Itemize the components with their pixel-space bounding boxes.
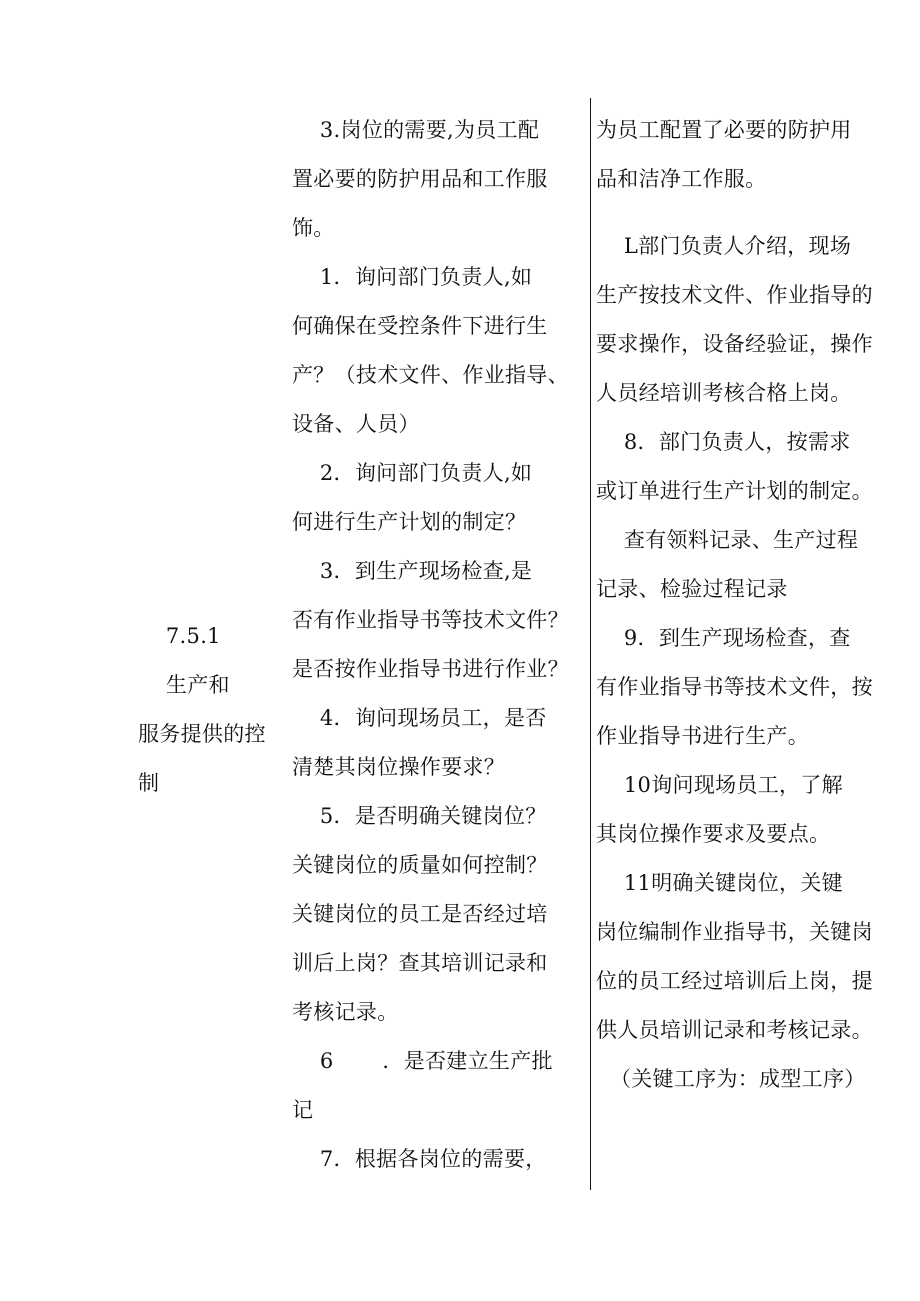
check-line: 记 xyxy=(292,1098,314,1122)
check-line: 否有作业指导书等技术文件？ xyxy=(292,608,569,632)
check-line: 3.岗位的需要,为员工配 xyxy=(292,118,540,142)
check-line: 训后上岗？查其培训记录和 xyxy=(292,951,548,975)
check-line: 是否按作业指导书进行作业？ xyxy=(292,657,569,681)
clause-line: 生产和 xyxy=(138,673,230,697)
check-line: 3．到生产现场检查,是 xyxy=(292,559,533,583)
check-line: 置必要的防护用品和工作服 xyxy=(292,167,548,191)
paragraph-gap xyxy=(596,204,896,222)
finding-line: （关键工序为：成型工序） xyxy=(596,1067,866,1091)
clause-column xyxy=(138,612,286,808)
finding-line: 作业指导书进行生产。 xyxy=(596,724,809,748)
check-line: 何确保在受控条件下进行生 xyxy=(292,314,548,338)
finding-line: 10询问现场员工，了解 xyxy=(596,773,843,797)
check-line: 关键岗位的质量如何控制？ xyxy=(292,853,548,877)
finding-line: 供人员培训记录和考核记录。 xyxy=(596,1018,873,1042)
check-line: 饰。 xyxy=(292,216,335,240)
finding-line: 为员工配置了必要的防护用 xyxy=(596,118,852,142)
check-line: 关键岗位的员工是否经过培 xyxy=(292,902,548,926)
check-line: 4．询问现场员工，是否 xyxy=(292,706,547,730)
finding-line: 11明确关键岗位，关键 xyxy=(596,871,843,895)
finding-line: 位的员工经过培训后上岗，提 xyxy=(596,969,873,993)
clause-line: 服务提供的控 xyxy=(138,722,266,746)
finding-line: 8．部门负责人，按需求 xyxy=(596,430,851,454)
clause-line: 7.5.1 xyxy=(138,624,221,648)
finding-line: 或订单进行生产计划的制定。 xyxy=(596,479,873,503)
column-divider xyxy=(590,98,591,1190)
finding-line: 其岗位操作要求及要点。 xyxy=(596,822,831,846)
finding-line: 人员经培训考核合格上岗。 xyxy=(596,381,852,405)
check-line: 1．询问部门负责人,如 xyxy=(292,265,533,289)
check-line: 5．是否明确关键岗位？ xyxy=(292,804,547,828)
finding-line: 查有领料记录、生产过程 xyxy=(596,528,859,552)
check-line: 2．询问部门负责人,如 xyxy=(292,461,533,485)
check-line: 设备、人员） xyxy=(292,412,420,436)
check-line: 清楚其岗位操作要求？ xyxy=(292,755,505,779)
audit-checks-column xyxy=(292,106,584,1184)
check-line: 何进行生产计划的制定？ xyxy=(292,510,527,534)
check-line: 产？（技术文件、作业指导、 xyxy=(292,363,569,387)
finding-line: 生产按技术文件、作业指导的 xyxy=(596,283,873,307)
finding-line: 有作业指导书等技术文件，按 xyxy=(596,675,873,699)
clause-line: 制 xyxy=(138,771,160,795)
finding-line: 岗位编制作业指导书，关键岗 xyxy=(596,920,873,944)
finding-line: 记录、检验过程记录 xyxy=(596,577,788,601)
finding-line: 要求操作，设备经验证，操作 xyxy=(596,332,873,356)
finding-line: L部门负责人介绍，现场 xyxy=(596,234,852,258)
check-line: 考核记录。 xyxy=(292,1000,399,1024)
finding-line: 品和洁净工作服。 xyxy=(596,167,767,191)
check-line: 6 ．是否建立生产批 xyxy=(292,1049,553,1073)
finding-line: 9．到生产现场检查，查 xyxy=(596,626,851,650)
check-line: 7．根据各岗位的需要， xyxy=(292,1147,547,1171)
audit-findings-column xyxy=(596,106,896,1104)
